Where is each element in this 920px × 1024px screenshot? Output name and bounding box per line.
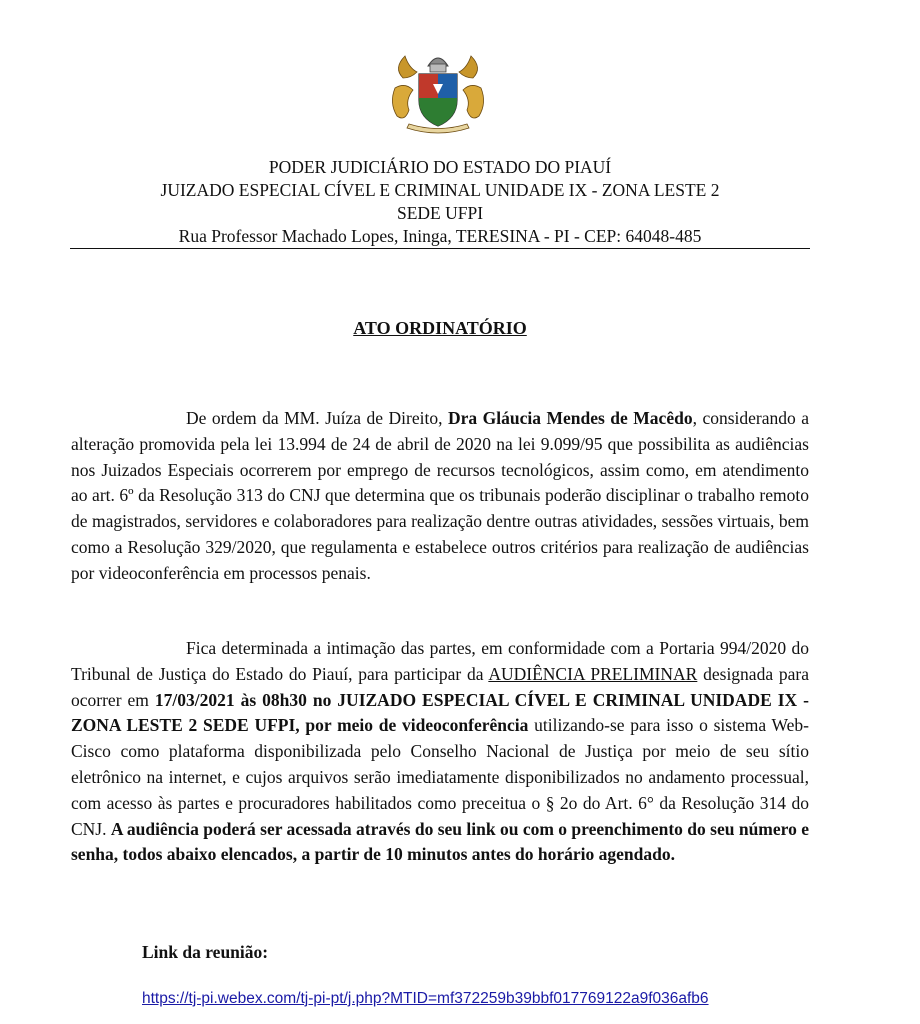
meeting-link-label: Link da reunião: <box>142 942 269 962</box>
hearing-type: AUDIÊNCIA PRELIMINAR <box>488 663 698 684</box>
p2-text-2: designada para ocorrer em <box>71 663 809 710</box>
paragraph-1 <box>71 406 809 587</box>
header-line-1: PODER JUDICIÁRIO DO ESTADO DO PIAUÍ <box>268 157 612 177</box>
meeting-link[interactable]: https://tj-pi.webex.com/tj-pi-pt/j.php?MTID=mf372259b39bbf017769122a9f036afb6 <box>142 990 709 1007</box>
p1-text-2: , considerando a alteração promovida pela lei 13.994 de 24 de abril de 2020 na lei 9.099/95 que possibilita as audiências nos Juizados Especiais ocorrerem por emprego de recursos tecnológicos, assim como, em atendimento ao art. 6º da Resolução 313 do CNJ que determina que os tribunais poderão disciplinar o trabalho remoto de magistrados, servidores e colaboradores para realização dentre outras atividades, sessões virtuais, bem como a Resolução 329/2020, que regulamenta e estabelece outros critérios para realização de audiências por videoconferência em processos penais. <box>71 408 810 583</box>
header-address: Rua Professor Machado Lopes, Ininga, TERESINA - PI - CEP: 64048-485 <box>178 226 702 246</box>
p2-text-3: utilizando-se para isso o sistema Web-Cisco como plataforma disponibilizada pelo Conselho Nacional de Justiça por meio de seu sítio eletrônico na internet, e cujos arquivos serão imediatamente disponibilizados no andamento processual, com acesso às partes e procuradores habilitados como preceitua o § 2o do Art. 6° da Resolução 314 do CNJ. <box>71 715 809 839</box>
judge-name: Dra Gláucia Mendes de Macêdo <box>448 408 693 428</box>
header-line-2: JUIZADO ESPECIAL CÍVEL E CRIMINAL UNIDADE IX - ZONA LESTE 2 <box>160 180 720 200</box>
access-instructions: A audiência poderá ser acessada através do seu link ou com o preenchimento do seu número e senha, todos abaixo elencados, a partir de 10 minutos antes do horário agendado. <box>71 818 809 865</box>
paragraph-2 <box>71 636 809 868</box>
court-header <box>70 156 810 248</box>
coat-of-arms-icon <box>383 48 493 136</box>
header-divider <box>70 248 810 249</box>
hearing-date-location: 17/03/2021 às 08h30 no JUIZADO ESPECIAL CÍVEL E CRIMINAL UNIDADE IX - ZONA LESTE 2 SEDE UFPI, por meio de videoconferência <box>71 689 809 736</box>
p1-text-1: De ordem da MM. Juíza de Direito, <box>186 408 448 428</box>
header-line-3: SEDE UFPI <box>396 203 484 223</box>
p2-text-1: Fica determinada a intimação das partes, em conformidade com a Portaria 994/2020 do Tribunal de Justiça do Estado do Piauí, para participar da <box>71 638 809 684</box>
document-title: ATO ORDINATÓRIO <box>353 318 527 338</box>
